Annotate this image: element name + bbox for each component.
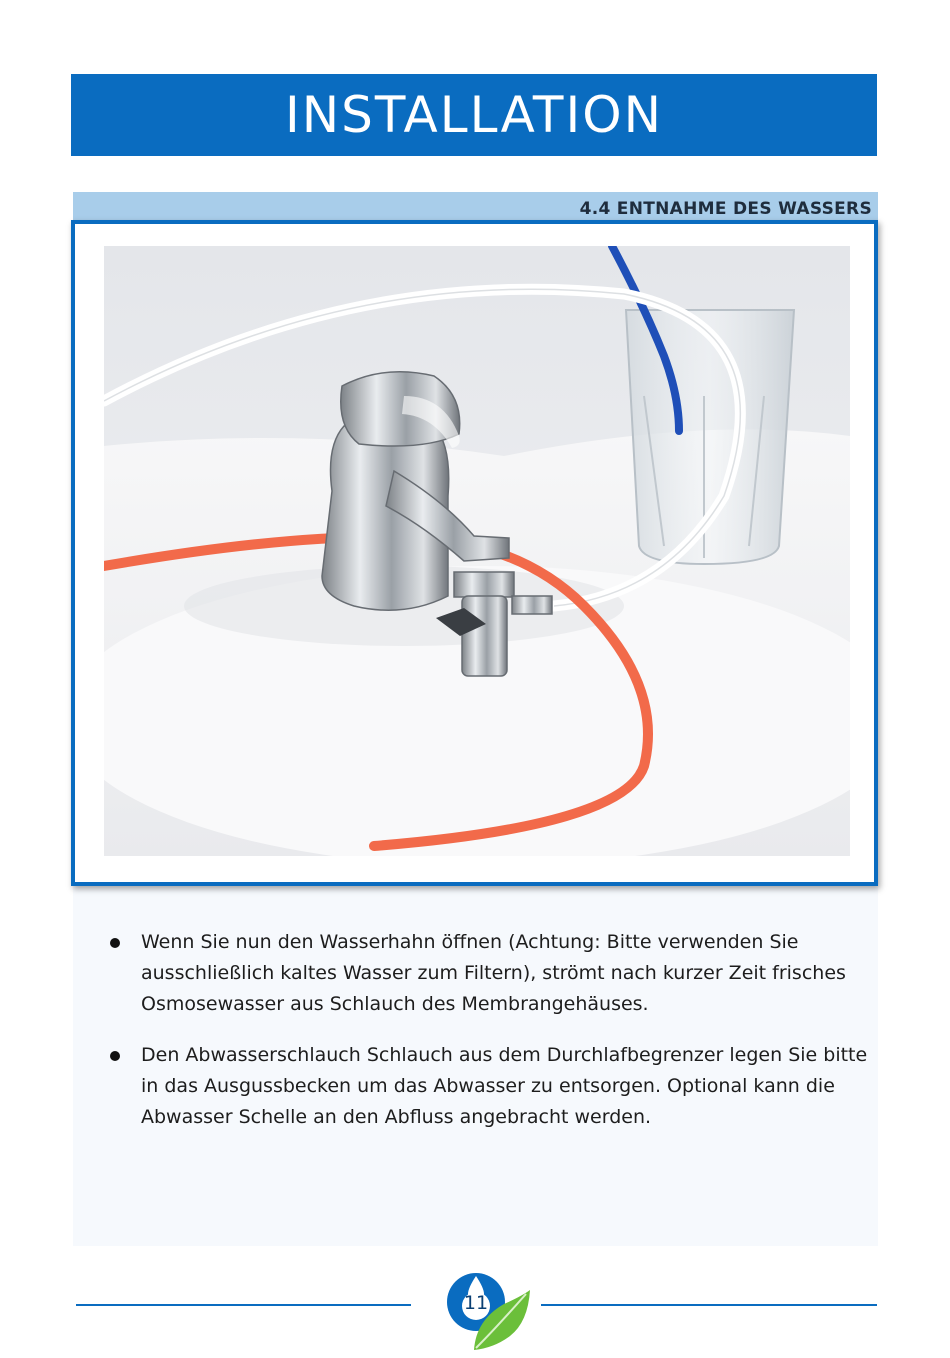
page-title: INSTALLATION xyxy=(285,86,663,144)
title-banner xyxy=(71,74,877,156)
footer-rule-left xyxy=(76,1304,411,1306)
bullet-icon xyxy=(110,938,120,948)
section-heading: 4.4 ENTNAHME DES WASSERS xyxy=(579,199,872,219)
section-header-bar xyxy=(73,192,878,220)
faucet-with-hoses-illustration xyxy=(104,246,850,856)
instruction-list xyxy=(108,927,868,1153)
bullet-icon xyxy=(110,1051,120,1061)
page-number: 11 xyxy=(463,1292,489,1314)
photo-frame xyxy=(71,220,878,886)
faucet-photo xyxy=(104,246,850,856)
list-item-text: Wenn Sie nun den Wasserhahn öffnen (Achtung: Bitte verwenden Sie ausschließlich kaltes Wasser zum Filtern), strömt nach kurzer Zeit frisches Osmosewasser aus Schlauch des Membrangehäuses. xyxy=(141,931,846,1015)
footer-rule-right xyxy=(541,1304,877,1306)
list-item xyxy=(108,927,868,1020)
list-item xyxy=(108,1040,868,1133)
list-item-text: Den Abwasserschlauch Schlauch aus dem Durchlafbegrenzer legen Sie bitte in das Ausgussbecken um das Abwasser zu entsorgen. Optional kann die Abwasser Schelle an den Abfluss angebracht werden. xyxy=(141,1044,868,1128)
